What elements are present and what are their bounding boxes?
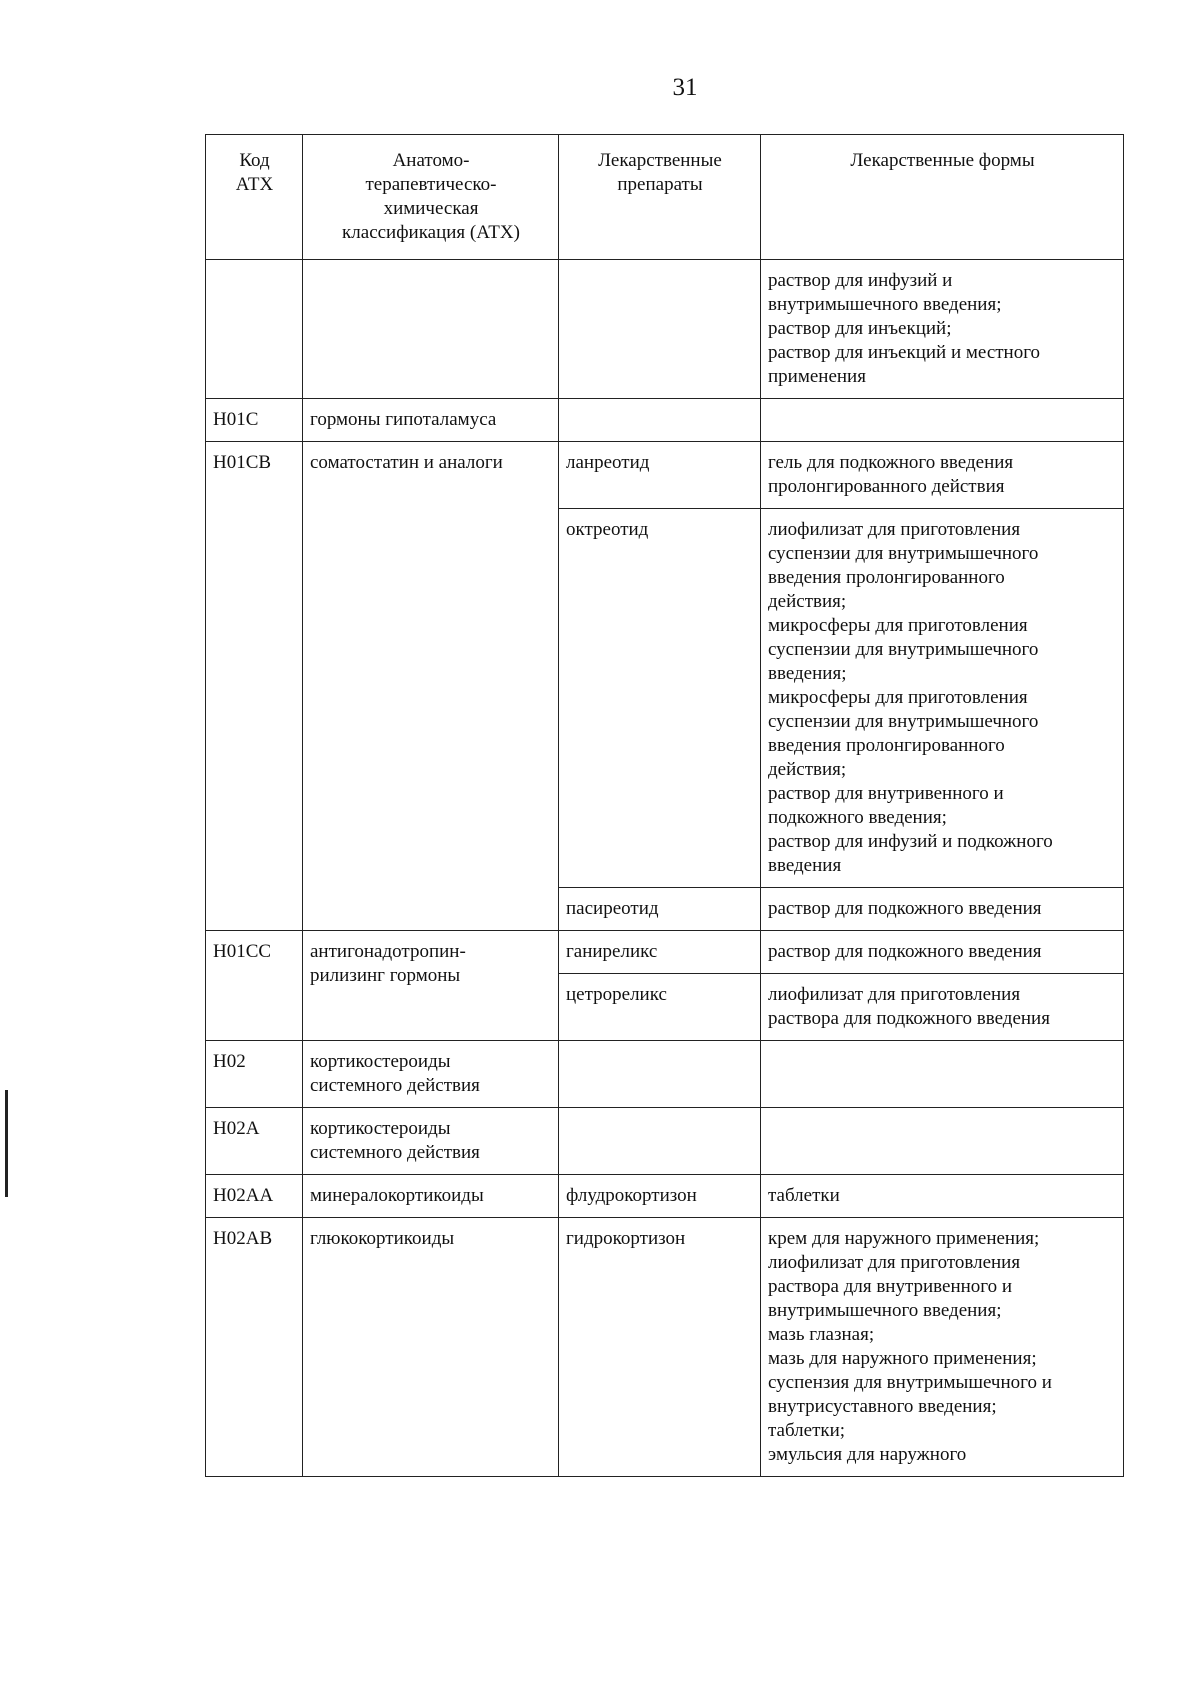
- forms-cell: [761, 399, 1124, 442]
- classification-cell: кортикостероиды системного действия: [303, 1108, 559, 1175]
- drug-cell: цетрореликс: [559, 974, 761, 1041]
- table-row: [206, 442, 1124, 509]
- code-cell: H02: [206, 1041, 303, 1108]
- forms-cell: лиофилизат для приготовления раствора для подкожного введения: [761, 974, 1124, 1041]
- header-drugs: Лекарственные препараты: [559, 135, 761, 260]
- table-row: [206, 399, 1124, 442]
- header-classification: Анатомо- терапевтическо- химическая классификация (АТХ): [303, 135, 559, 260]
- forms-cell: раствор для инфузий и внутримышечного введения; раствор для инъекций; раствор для инъекций и местного применения: [761, 260, 1124, 399]
- drug-cell: флудрокортизон: [559, 1175, 761, 1218]
- classification-cell: антигонадотропин- рилизинг гормоны: [303, 931, 559, 1041]
- drug-cell: [559, 1108, 761, 1175]
- forms-cell: гель для подкожного введения пролонгированного действия: [761, 442, 1124, 509]
- code-cell: H01CB: [206, 442, 303, 931]
- atx-table: [205, 134, 1124, 1477]
- margin-mark: [5, 1090, 8, 1197]
- code-cell: H01C: [206, 399, 303, 442]
- table-row: [206, 260, 1124, 399]
- forms-cell: лиофилизат для приготовления суспензии для внутримышечного введения пролонгированного действия; микросферы для приготовления суспензии для внутримышечного введения; микросферы для приготовления суспензии для внутримышечного введения пролонгированного действия; раствор для внутривенного и подкожного введения; раствор для инфузий и подкожного введения: [761, 509, 1124, 888]
- classification-cell: минералокортикоиды: [303, 1175, 559, 1218]
- classification-cell: соматостатин и аналоги: [303, 442, 559, 931]
- drug-cell: [559, 399, 761, 442]
- table-row: [206, 1218, 1124, 1477]
- forms-cell: таблетки: [761, 1175, 1124, 1218]
- forms-cell: [761, 1041, 1124, 1108]
- table-header-row: [206, 135, 1124, 260]
- classification-cell: гормоны гипоталамуса: [303, 399, 559, 442]
- header-code: Код АТХ: [206, 135, 303, 260]
- forms-cell: крем для наружного применения; лиофилизат для приготовления раствора для внутривенного и внутримышечного введения; мазь глазная; мазь для наружного применения; суспензия для внутримышечного и внутрисуставного введения; таблетки; эмульсия для наружного: [761, 1218, 1124, 1477]
- code-cell: H02A: [206, 1108, 303, 1175]
- classification-cell: глюкокортикоиды: [303, 1218, 559, 1477]
- code-cell: H01CC: [206, 931, 303, 1041]
- forms-cell: [761, 1108, 1124, 1175]
- drug-cell: [559, 1041, 761, 1108]
- table-row: [206, 1175, 1124, 1218]
- code-cell: H02AB: [206, 1218, 303, 1477]
- classification-cell: кортикостероиды системного действия: [303, 1041, 559, 1108]
- header-forms: Лекарственные формы: [761, 135, 1124, 260]
- drug-cell: [559, 260, 761, 399]
- drug-cell: пасиреотид: [559, 888, 761, 931]
- forms-cell: раствор для подкожного введения: [761, 931, 1124, 974]
- forms-cell: раствор для подкожного введения: [761, 888, 1124, 931]
- table-row: [206, 931, 1124, 974]
- code-cell: [206, 260, 303, 399]
- drug-cell: октреотид: [559, 509, 761, 888]
- drug-cell: гидрокортизон: [559, 1218, 761, 1477]
- classification-cell: [303, 260, 559, 399]
- code-cell: H02AA: [206, 1175, 303, 1218]
- drug-cell: ганиреликс: [559, 931, 761, 974]
- table-row: [206, 1108, 1124, 1175]
- page-number: 31: [672, 74, 698, 101]
- drug-cell: ланреотид: [559, 442, 761, 509]
- table-row: [206, 1041, 1124, 1108]
